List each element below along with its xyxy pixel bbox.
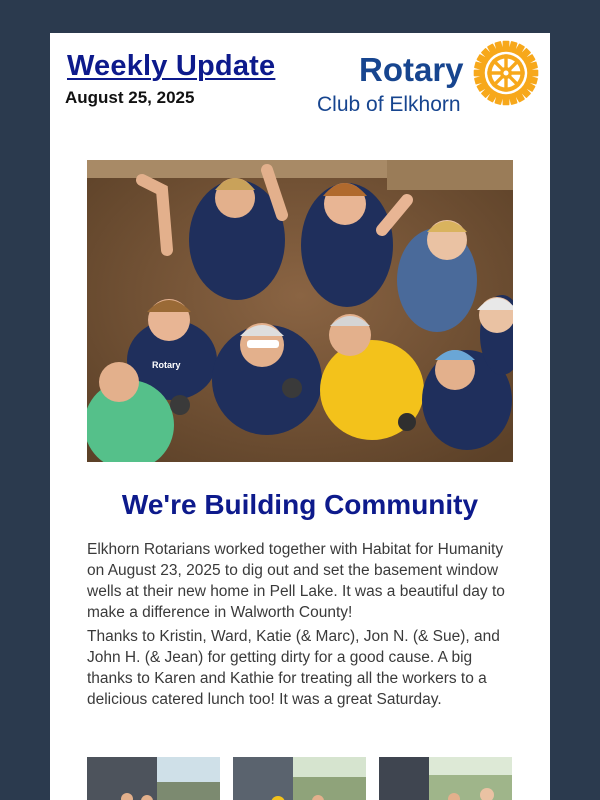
photo-gallery [87,757,513,800]
newsletter-date: August 25, 2025 [65,88,195,107]
newsletter-title: Weekly Update [67,50,276,82]
gallery-photo-1[interactable] [87,757,220,800]
gallery-photo-2[interactable] [233,757,366,800]
newsletter-card [50,33,550,800]
rotary-logo-text: Rotary [359,51,464,88]
article-paragraph-2: Thanks to Kristin, Ward, Katie (& Marc), Jon N. (& Sue), and John H. (& Jean) for getting dirty for a good cause. A big thanks to Karen and Kathie for treating all the workers to a delicious catered lunch too! It was a great Saturday. [87,628,500,708]
club-name: Club of Elkhorn [317,93,461,116]
shirt-logo-text: Rotary [152,360,181,370]
article-headline: We're Building Community [121,489,479,520]
rotary-wheel-icon [472,39,540,107]
volunteers-group-photo [87,160,513,462]
article-paragraph-1: Elkhorn Rotarians worked together with Habitat for Humanity on August 23, 2025 to dig out and set the basement window wells at their new home in Pell Lake. It was a beautiful day to make a difference in Walworth County! [87,541,505,621]
gallery-photo-3[interactable] [379,757,512,800]
